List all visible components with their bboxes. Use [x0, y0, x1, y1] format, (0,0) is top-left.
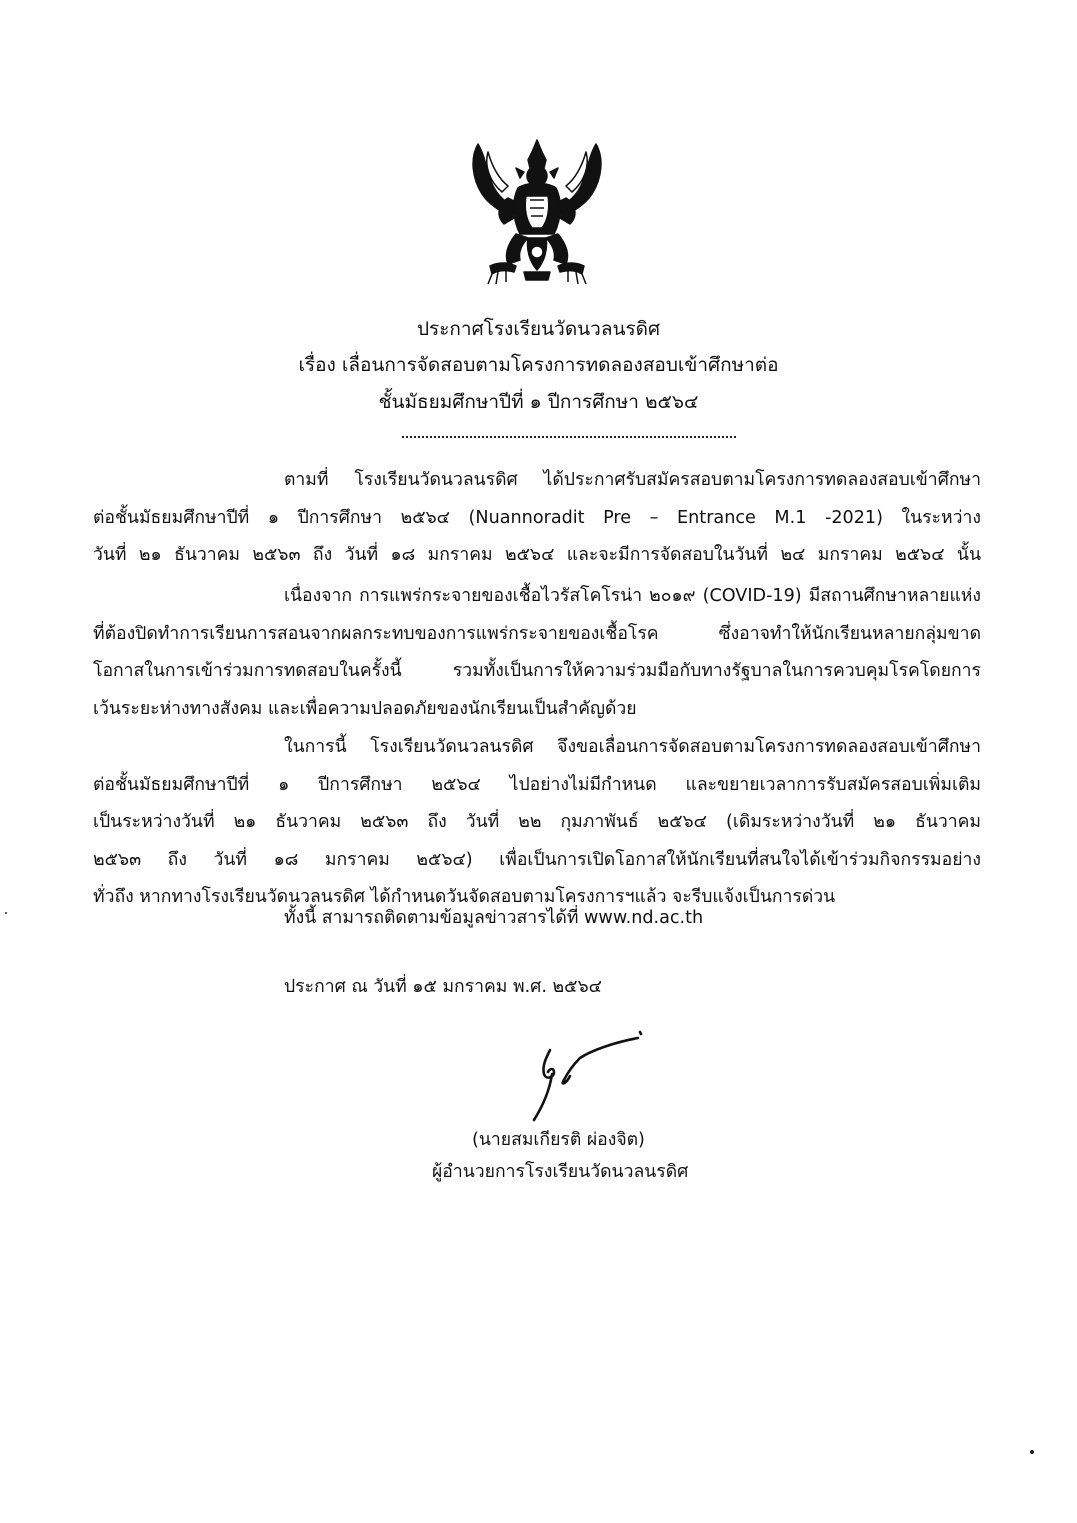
scan-speck [1030, 1450, 1034, 1454]
website-notice: ทั้งนี้ สามารถติดตามข้อมูลข่าวสารได้ที่ www.nd.ac.th [284, 908, 704, 928]
paragraph-line: เนื่องจาก การแพร่กระจายของเชื้อไวรัสโคโรน่า ๒๐๑๙ (COVID-19) มีสถานศึกษาหลายแห่ง [284, 586, 981, 606]
paragraph-line: ต่อชั้นมัธยมศึกษาปีที่ ๑ ปีการศึกษา ๒๕๖๔ ไปอย่างไม่มีกำหนด และขยายเวลาการรับสมัครสอบเพิ่มเติม [93, 774, 981, 795]
garuda-emblem-icon [468, 138, 606, 288]
scan-speck [5, 912, 7, 914]
signer-name: (นายสมเกียรติ ผ่องจิต) [472, 1130, 645, 1150]
paragraph-line: วันที่ ๒๑ ธันวาคม ๒๕๖๓ ถึง วันที่ ๑๘ มกราคม ๒๕๖๔ และจะมีการจัดสอบในวันที่ ๒๔ มกราคม ๒๕๖๔ นั้น [93, 545, 981, 565]
paragraph-line: เป็นระหว่างวันที่ ๒๑ ธันวาคม ๒๕๖๓ ถึง วันที่ ๒๒ กุมภาพันธ์ ๒๕๖๔ (เดิมระหว่างวันที่ ๒๑ ธันวาคม [93, 812, 981, 832]
paragraph-line: โอกาสในการเข้าร่วมการทดสอบในครั้งนี้ รวมทั้งเป็นการให้ความร่วมมือกับทางรัฐบาลในการควบคุมโรคโดยการ [93, 661, 981, 681]
paragraph-line: ตามที่ โรงเรียนวัดนวลนรดิศ ได้ประกาศรับสมัครสอบตามโครงการทดลองสอบเข้าศึกษา [284, 470, 981, 490]
paragraph-line: ที่ต้องปิดทำการเรียนการสอนจากผลกระทบของการแพร่กระจายของเชื้อโรค ซึ่งอาจทำให้นักเรียนหลายกลุ่มขาด [93, 623, 981, 644]
announcement-date: ประกาศ ณ วันที่ ๑๕ มกราคม พ.ศ. ๒๕๖๔ [284, 977, 602, 997]
paragraph-line: ๒๕๖๓ ถึง วันที่ ๑๘ มกราคม ๒๕๖๔) เพื่อเป็นการเปิดโอกาสให้นักเรียนที่สนใจได้เข้าร่วมกิจกรรมอย่าง [93, 849, 981, 870]
paragraph-line: ต่อชั้นมัธยมศึกษาปีที่ ๑ ปีการศึกษา ๒๕๖๔ (Nuannoradit Pre – Entrance M.1 -2021) ในระหว่าง [93, 507, 981, 528]
announcement-grade-year: ชั้นมัธยมศึกษาปีที่ ๑ ปีการศึกษา ๒๕๖๔ [378, 391, 699, 413]
signature-mark [520, 1028, 660, 1128]
paragraph-background [93, 462, 981, 575]
paragraph-decision [93, 729, 981, 917]
dotted-separator [402, 436, 736, 438]
announcement-subject: เรื่อง เลื่อนการจัดสอบตามโครงการทดลองสอบเข้าศึกษาต่อ [298, 354, 779, 376]
announcement-heading: ประกาศโรงเรียนวัดนวลนรดิศ [416, 318, 661, 340]
signer-position: ผู้อำนวยการโรงเรียนวัดนวลนรดิศ [432, 1162, 689, 1182]
paragraph-line: เว้นระยะห่างทางสังคม และเพื่อความปลอดภัยของนักเรียนเป็นสำคัญด้วย [93, 698, 637, 719]
paragraph-line: ในการนี้ โรงเรียนวัดนวลนรดิศ จึงขอเลื่อนการจัดสอบตามโครงการทดลองสอบเข้าศึกษา [284, 737, 981, 757]
paragraph-line: ทั่วถึง หากทางโรงเรียนวัดนวลนรดิศ ได้กำหนดวันจัดสอบตามโครงการฯแล้ว จะรีบแจ้งเป็นการด่วน [93, 887, 836, 907]
paragraph-reason [93, 578, 981, 728]
